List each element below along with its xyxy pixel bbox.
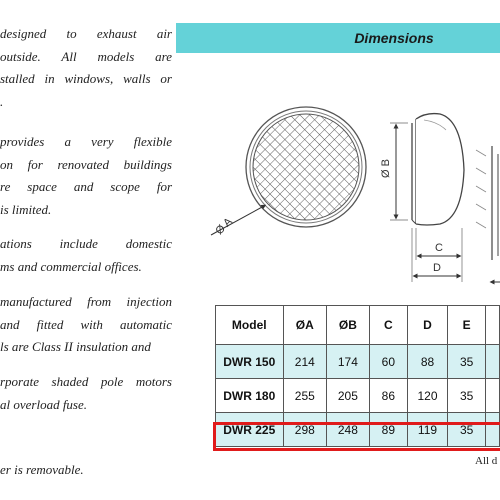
paragraph-purpose: designed to exhaust air outside. All models are stalled in windows, walls or . [0, 26, 172, 109]
cell-cut [486, 345, 500, 379]
paragraph-cover: er is removable. [0, 462, 84, 477]
table-row-highlighted [216, 413, 500, 447]
cell-b: 248 [327, 413, 370, 447]
dimensions-table [215, 305, 500, 447]
cell-e: 35 [447, 345, 485, 379]
cell-a: 214 [283, 345, 327, 379]
dimension-drawing [176, 60, 500, 300]
cell-cut [486, 413, 500, 447]
dim-label-b: Ø B [380, 159, 392, 178]
cell-a: 298 [283, 413, 327, 447]
paragraph-flexibility: provides a very flexible on for renovated buildings re space and scope for is limited. [0, 134, 172, 217]
header-d: D [408, 306, 448, 345]
front-view [211, 107, 366, 237]
header-model: Model [216, 306, 284, 345]
cell-model: DWR 180 [216, 379, 284, 413]
table-footnote: All d [475, 455, 498, 467]
dimensions-banner [176, 23, 500, 53]
paragraph-motors: rporate shaded pole motors al overload fuse. [0, 374, 172, 412]
cell-d: 119 [408, 413, 448, 447]
header-b: ØB [327, 306, 370, 345]
cell-model: DWR 150 [216, 345, 284, 379]
cell-b: 174 [327, 345, 370, 379]
cell-e: 35 [447, 379, 485, 413]
table-row [216, 345, 500, 379]
cell-e: 35 [447, 413, 485, 447]
cell-c: 86 [369, 379, 407, 413]
table-header-row [216, 306, 500, 345]
cell-cut [486, 379, 500, 413]
dim-label-a: Ø A [213, 215, 235, 238]
dim-label-d: D [433, 262, 441, 274]
table-row [216, 379, 500, 413]
header-cut [486, 306, 500, 345]
cell-model: DWR 225 [216, 413, 284, 447]
description-column [0, 0, 172, 500]
header-a: ØA [283, 306, 327, 345]
cell-b: 205 [327, 379, 370, 413]
side-view [380, 114, 500, 282]
cell-d: 88 [408, 345, 448, 379]
dim-label-c: C [435, 242, 443, 254]
cell-c: 60 [369, 345, 407, 379]
dimensions-title: Dimensions [354, 30, 434, 46]
cell-a: 255 [283, 379, 327, 413]
cell-c: 89 [369, 413, 407, 447]
header-e: E [447, 306, 485, 345]
cell-d: 120 [408, 379, 448, 413]
paragraph-applications: ations include domestic ms and commercial offices. [0, 236, 172, 274]
header-c: C [369, 306, 407, 345]
paragraph-construction: manufactured from injection and fitted with automatic ls are Class II insulation and [0, 294, 172, 354]
